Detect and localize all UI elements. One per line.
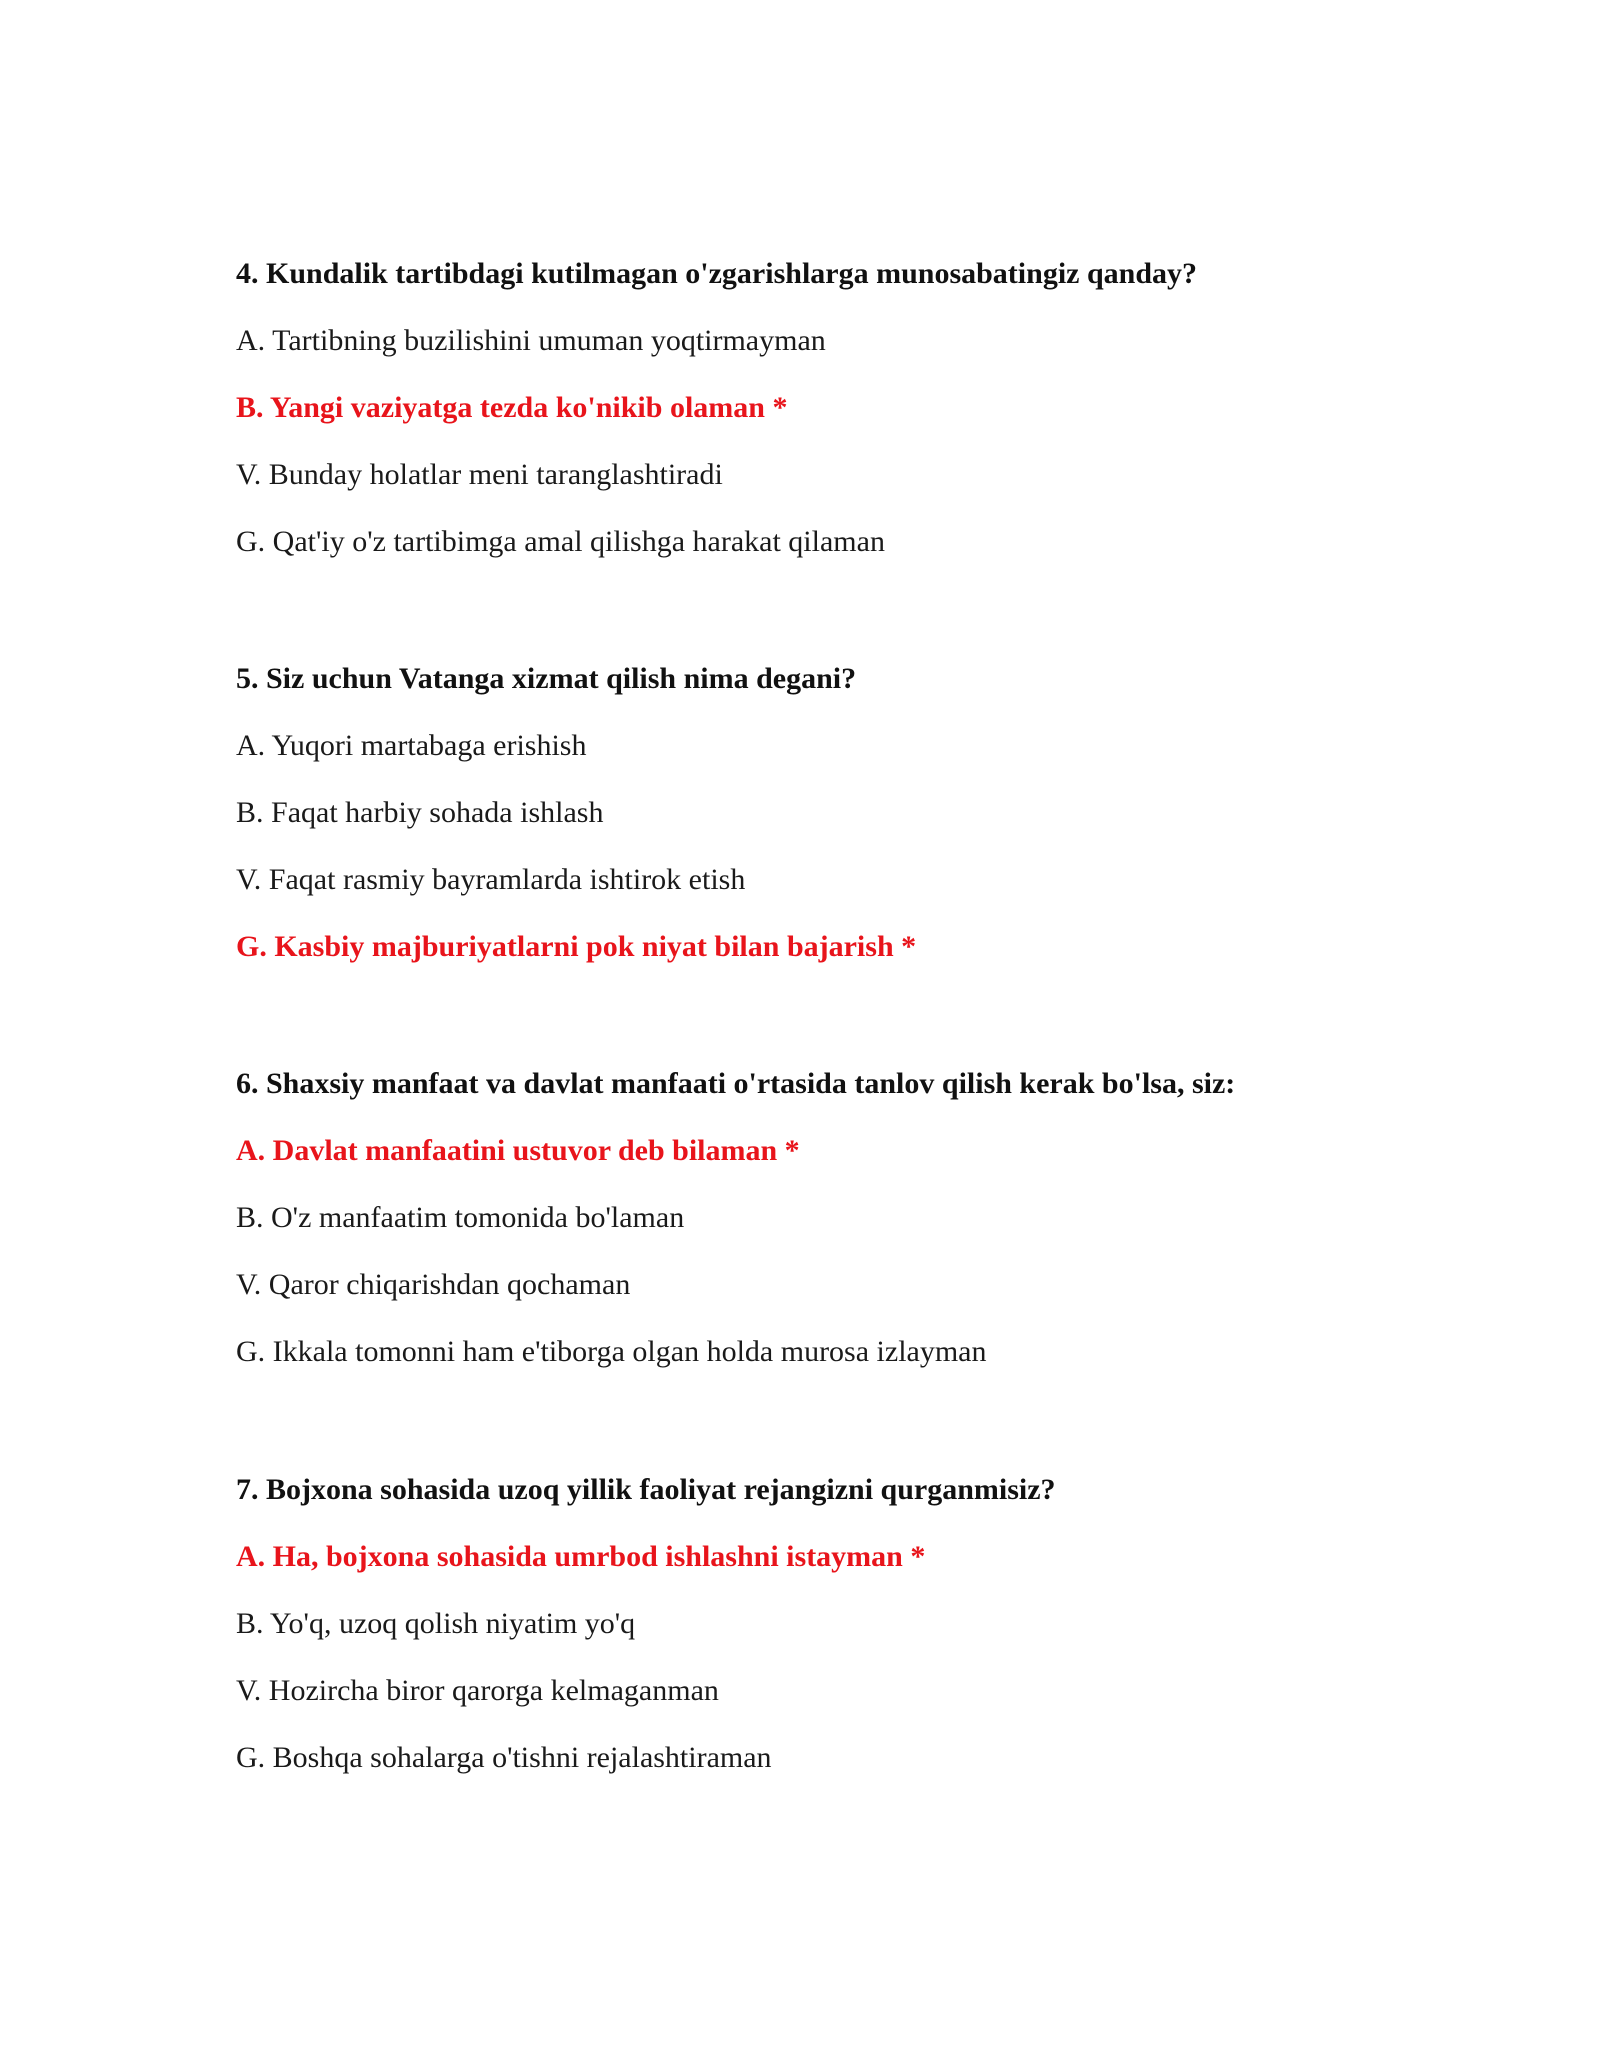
answer-option-correct: A. Ha, bojxona sohasida umrbod ishlashni istayman * [236, 1540, 926, 1573]
answer-option: G. Ikkala tomonni ham e'tiborga olgan holda murosa izlayman [236, 1335, 987, 1368]
question-title: 6. Shaxsiy manfaat va davlat manfaati o'rtasida tanlov qilish kerak bo'lsa, siz: [236, 1067, 1236, 1100]
answer-option: A. Yuqori martabaga erishish [236, 729, 587, 762]
document-page [236, 0, 1536, 2070]
question-title: 5. Siz uchun Vatanga xizmat qilish nima degani? [236, 662, 857, 695]
answer-option: A. Tartibning buzilishini umuman yoqtirmayman [236, 324, 826, 357]
answer-option: V. Bunday holatlar meni taranglashtiradi [236, 458, 723, 491]
answer-option-correct: A. Davlat manfaatini ustuvor deb bilaman * [236, 1134, 800, 1167]
answer-option: B. Faqat harbiy sohada ishlash [236, 796, 604, 829]
question-title: 7. Bojxona sohasida uzoq yillik faoliyat rejangizni qurganmisiz? [236, 1473, 1056, 1506]
answer-option: V. Hozircha biror qarorga kelmaganman [236, 1674, 719, 1707]
question-title: 4. Kundalik tartibdagi kutilmagan o'zgarishlarga munosabatingiz qanday? [236, 257, 1198, 290]
answer-option: B. O'z manfaatim tomonida bo'laman [236, 1201, 685, 1234]
answer-option: B. Yo'q, uzoq qolish niyatim yo'q [236, 1607, 636, 1640]
answer-option: G. Boshqa sohalarga o'tishni rejalashtiraman [236, 1741, 772, 1774]
answer-option: V. Qaror chiqarishdan qochaman [236, 1268, 631, 1301]
answer-option: G. Qat'iy o'z tartibimga amal qilishga harakat qilaman [236, 525, 885, 558]
answer-option-correct: B. Yangi vaziyatga tezda ko'nikib olaman * [236, 391, 788, 424]
answer-option: V. Faqat rasmiy bayramlarda ishtirok etish [236, 863, 746, 896]
answer-option-correct: G. Kasbiy majburiyatlarni pok niyat bilan bajarish * [236, 930, 917, 963]
